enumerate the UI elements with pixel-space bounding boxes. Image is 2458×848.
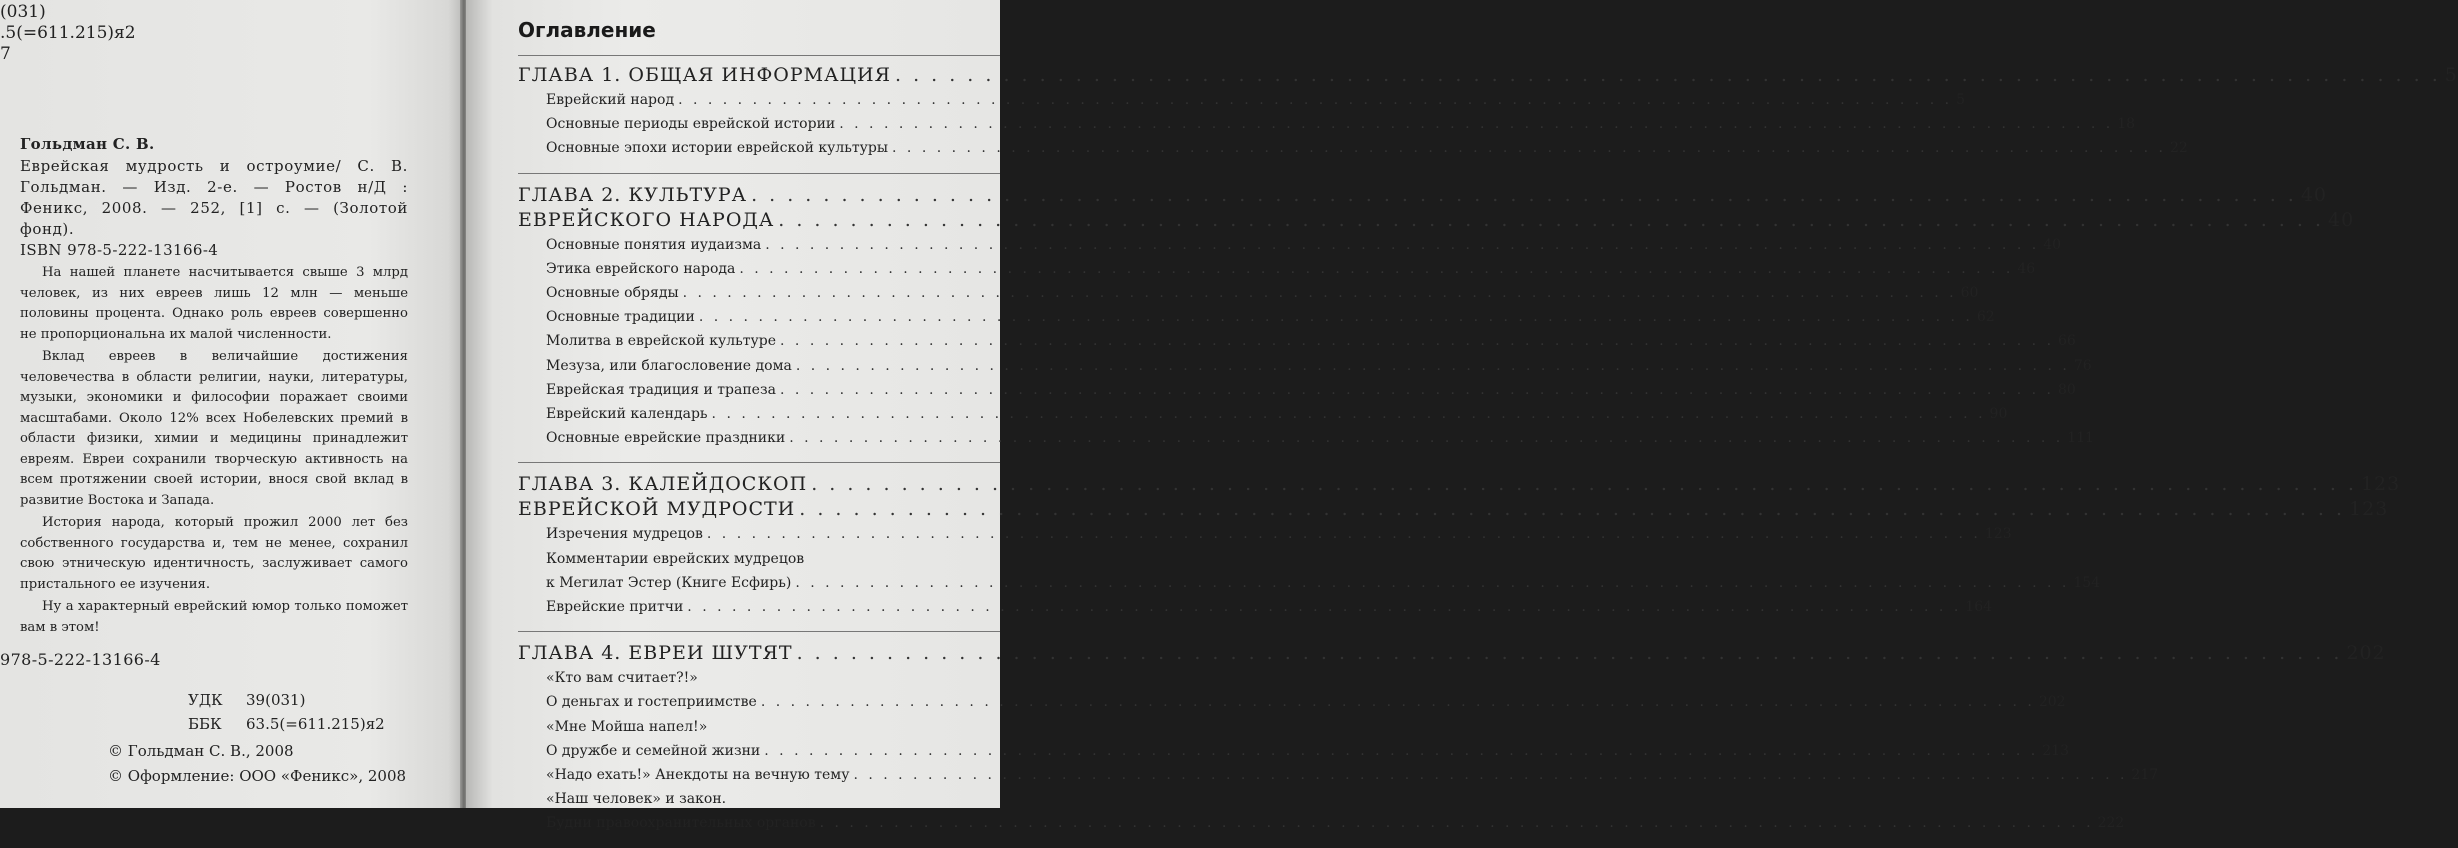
isbn: ISBN 978-5-222-13166-4 bbox=[20, 241, 219, 259]
copyright-author: © Гольдман С. В., 2008 bbox=[108, 742, 294, 760]
toc-chapter bbox=[518, 462, 2401, 619]
dot-leader bbox=[683, 281, 1957, 305]
toc-entry bbox=[518, 787, 1000, 811]
entry-title: «Мне Мойша напел!» bbox=[546, 718, 708, 735]
entry-page-number: 60 bbox=[1960, 285, 1979, 302]
dot-leader bbox=[799, 497, 2345, 522]
chapter-title: ГЛАВА 2. КУЛЬТУРА bbox=[518, 183, 748, 206]
dot-leader bbox=[796, 354, 2070, 378]
dot-leader bbox=[699, 305, 1973, 329]
toc-entry bbox=[518, 571, 2101, 595]
toc-entry bbox=[518, 690, 2066, 714]
author-name: Гольдман С. В. bbox=[20, 135, 155, 153]
udk-label: УДК bbox=[188, 691, 223, 709]
toc-entry bbox=[518, 666, 1000, 690]
chapter-page-number: 202 bbox=[2346, 642, 2386, 665]
chapter-page-number: 40 bbox=[2328, 208, 2355, 231]
toc-entry bbox=[518, 354, 2092, 378]
chapter-heading bbox=[518, 63, 2458, 88]
chapter-title: ГЛАВА 3. КАЛЕЙДОСКОП bbox=[518, 473, 808, 496]
entry-page-number: 66 bbox=[2058, 333, 2076, 350]
toc-entry bbox=[518, 547, 1000, 571]
entry-page-number: 76 bbox=[2073, 357, 2092, 374]
annotation bbox=[20, 263, 408, 638]
entry-title: Еврейские притчи bbox=[546, 599, 684, 616]
toc-entry bbox=[518, 426, 2094, 450]
entry-title: Молитва в еврейской культуре bbox=[546, 333, 777, 350]
entry-page-number: 80 bbox=[2057, 381, 2076, 398]
toc-chapter bbox=[518, 631, 2386, 835]
dot-leader bbox=[780, 329, 2054, 353]
annotation-paragraph: На нашей планете насчитывается свыше 3 млрд человек, из них евреев лишь 12 млн — меньше половины процента. Однако роль евреев совершенно не пропорциональна их малой численности. bbox=[20, 265, 408, 342]
entry-page-number: 90 bbox=[1989, 406, 2008, 423]
dot-leader bbox=[780, 378, 2054, 402]
toc-entry bbox=[518, 811, 2125, 835]
entry-title: Основные понятия иудаизма bbox=[546, 236, 762, 253]
top-code-line: .5(=611.215)я2 bbox=[0, 23, 136, 43]
entry-title: Мезуза, или благословение дома bbox=[546, 357, 792, 374]
chapter-heading bbox=[518, 183, 2328, 208]
toc-entry bbox=[518, 402, 2008, 426]
entry-title: Этика еврейского народа bbox=[546, 260, 736, 277]
toc-entry bbox=[518, 305, 1995, 329]
dot-leader bbox=[712, 402, 1986, 426]
annotation-paragraph: История народа, который прожил 2000 лет без собственного государства и, тем не менее, сохранил свою этническую идентичность, заслуживает самого пристального ее изучения. bbox=[20, 515, 408, 592]
dot-leader bbox=[751, 183, 2297, 208]
isbn-bottom: 978-5-222-13166-4 bbox=[0, 650, 161, 669]
annotation-paragraph: Ну а характерный еврейский юмор только поможет вам в этом! bbox=[20, 599, 408, 635]
toc-entry bbox=[518, 595, 1993, 619]
entry-title: Еврейская традиция и трапеза bbox=[546, 381, 776, 398]
chapter-title: ЕВРЕЙСКОГО НАРОДА bbox=[518, 208, 775, 231]
toc-entry bbox=[518, 88, 1965, 112]
bbk-value: 63.5(=611.215)я2 bbox=[246, 715, 385, 733]
toc-entry bbox=[518, 112, 2136, 136]
entry-title: Будни правоохранительных органов bbox=[546, 815, 816, 832]
entry-title: «Кто вам считает?!» bbox=[546, 670, 698, 687]
toc-entry bbox=[518, 715, 1000, 739]
copyright-design: © Оформление: ООО «Феникс», 2008 bbox=[108, 767, 407, 785]
dot-leader bbox=[678, 88, 1952, 112]
entry-title: Основные периоды еврейской истории bbox=[546, 116, 836, 133]
top-code-line: 7 bbox=[0, 44, 11, 64]
entry-title: к Мегилат Эстер (Книге Есфирь) bbox=[546, 574, 792, 591]
left-page bbox=[0, 0, 462, 808]
entry-page-number: 40 bbox=[2043, 236, 2062, 253]
toc-title: Оглавление bbox=[518, 18, 656, 42]
dot-leader bbox=[739, 257, 2013, 281]
entry-page-number: 202 bbox=[2038, 694, 2066, 711]
annotation-paragraph: Вклад евреев в величайшие достижения человечества в области религии, науки, литературы, музыки, экономики и философии поражает своими масштабами. Около 12% всех Нобелевских премий в области физики, химии и медицины принадлежит евреям. Евреи сохранили творческую активность на всем протяжении своей истории, внося свой вклад в развитие Востока и Запада. bbox=[20, 349, 408, 508]
chapter-heading bbox=[518, 208, 2355, 233]
dot-leader bbox=[797, 641, 2343, 666]
entry-page-number: 5 bbox=[1956, 92, 1965, 108]
toc-entry bbox=[518, 378, 2076, 402]
entry-title: О дружбе и семейной жизни bbox=[546, 742, 761, 759]
dot-leader bbox=[839, 112, 2113, 136]
right-page bbox=[466, 0, 2458, 832]
table-of-contents bbox=[518, 55, 2458, 848]
dot-leader bbox=[795, 571, 2069, 595]
chapter-page-number: 5 bbox=[2444, 64, 2458, 86]
chapter-heading bbox=[518, 641, 2386, 666]
entry-title: Изречения мудрецов bbox=[546, 526, 703, 543]
toc-chapter bbox=[518, 55, 2458, 161]
entry-title: Еврейский календарь bbox=[546, 406, 708, 423]
dot-leader bbox=[761, 690, 2035, 714]
toc-entry bbox=[518, 257, 2036, 281]
entry-title: Комментарии еврейских мудрецов bbox=[546, 550, 805, 567]
entry-page-number: 222 bbox=[2097, 815, 2125, 832]
toc-entry bbox=[518, 763, 2159, 787]
entry-title: Основные традиции bbox=[546, 309, 695, 326]
toc-entry bbox=[518, 281, 1979, 305]
chapter-page-number: 123 bbox=[2360, 473, 2401, 496]
dot-leader bbox=[764, 739, 2038, 763]
top-code-line: (031) bbox=[0, 2, 46, 22]
entry-page-number: 123 bbox=[1984, 526, 2012, 543]
entry-page-number: 217 bbox=[2131, 767, 2159, 784]
entry-page-number: 154 bbox=[2073, 574, 2101, 591]
toc-entry bbox=[518, 522, 2012, 546]
chapter-title: ГЛАВА 4. ЕВРЕИ ШУТЯТ bbox=[518, 642, 793, 665]
dot-leader bbox=[811, 472, 2357, 497]
bibliographic-record bbox=[20, 135, 408, 640]
dot-leader bbox=[853, 763, 2127, 787]
toc-entry bbox=[518, 739, 2069, 763]
entry-title: Основные еврейские праздники bbox=[546, 430, 786, 447]
entry-page-number: 46 bbox=[2017, 260, 2036, 277]
chapter-title: ГЛАВА 1. ОБЩАЯ ИНФОРМАЦИЯ bbox=[518, 64, 891, 86]
entry-page-number: 111 bbox=[2067, 430, 2094, 447]
dot-leader bbox=[895, 63, 2441, 88]
dot-leader bbox=[778, 208, 2324, 233]
classification-codes bbox=[188, 688, 385, 736]
bbk-label: ББК bbox=[188, 715, 222, 733]
toc-chapter bbox=[518, 173, 2355, 451]
chapter-heading bbox=[518, 497, 2389, 522]
entry-page-number: 22 bbox=[2170, 140, 2188, 157]
dot-leader bbox=[765, 233, 2039, 257]
dot-leader bbox=[892, 136, 2166, 160]
copyright bbox=[108, 739, 406, 789]
chapter-heading bbox=[518, 472, 2401, 497]
udk-row bbox=[188, 688, 385, 712]
dot-leader bbox=[789, 426, 2063, 450]
entry-title: Еврейский народ bbox=[546, 92, 675, 108]
entry-title: Основные эпохи истории еврейской культуры bbox=[546, 140, 889, 157]
entry-page-number: 213 bbox=[2042, 742, 2069, 759]
chapter-title: ЕВРЕЙСКОЙ МУДРОСТИ bbox=[518, 498, 796, 521]
entry-title: О деньгах и гостеприимстве bbox=[546, 694, 757, 711]
udk-value: 39(031) bbox=[246, 691, 306, 709]
entry-page-number: 18 bbox=[2117, 116, 2136, 133]
top-codes bbox=[0, 2, 136, 65]
entry-title: Основные обряды bbox=[546, 285, 679, 302]
entry-page-number: 164 bbox=[1965, 599, 1993, 616]
chapter-page-number: 40 bbox=[2300, 183, 2328, 206]
toc-entry bbox=[518, 329, 2076, 353]
toc-entry bbox=[518, 136, 2188, 160]
dot-leader bbox=[707, 522, 1981, 546]
toc-entry bbox=[518, 233, 2062, 257]
entry-page-number: 62 bbox=[1976, 309, 1995, 326]
dot-leader bbox=[820, 811, 2094, 835]
chapter-page-number: 123 bbox=[2349, 498, 2389, 521]
dot-leader bbox=[687, 595, 1961, 619]
bbk-row bbox=[188, 712, 385, 736]
entry-title: «Наш человек» и закон. bbox=[546, 791, 727, 808]
entry-title: «Надо ехать!» Анекдоты на вечную тему bbox=[546, 767, 850, 784]
bibliographic-description: Еврейская мудрость и остроумие/ С. В. Гольдман. — Изд. 2-е. — Ростов н/Д : Феникс, 2008. — 252, [1] с. — (Золотой фонд). bbox=[20, 157, 408, 238]
